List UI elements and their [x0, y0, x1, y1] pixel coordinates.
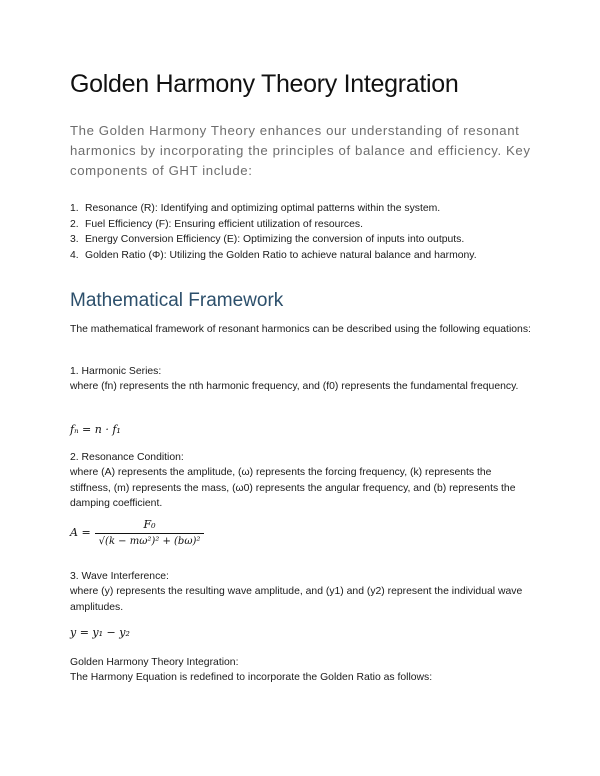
- list-item: 1. Resonance (R): Identifying and optimizing optimal patterns within the system.: [70, 203, 441, 214]
- section-heading: Mathematical Framework: [70, 290, 284, 311]
- interference-equation: y = y₁ − y₂: [70, 626, 130, 639]
- numerator: F₀: [143, 518, 156, 531]
- list-item: 2. Fuel Efficiency (F): Ensuring efficient utilization of resources.: [70, 218, 363, 230]
- list-item: 4. Golden Ratio (Φ): Utilizing the Golden Ratio to achieve natural balance and harmony.: [70, 249, 477, 261]
- list-item: 3. Energy Conversion Efficiency (E): Optimizing the conversion of inputs into outputs.: [70, 234, 465, 245]
- components-list: [70, 201, 477, 263]
- ght-description: The Harmony Equation is redefined to incorporate the Golden Ratio as follows:: [70, 672, 433, 683]
- resonance-description: where (A) represents the amplitude, (ω) represents the forcing frequency, (k) represents the stiffness, (m) represents the mass, (ω0) represents the angular frequency, and (b) represents the damping coefficient.: [70, 467, 516, 509]
- ght-heading: Golden Harmony Theory Integration:: [70, 657, 239, 668]
- framework-intro: The mathematical framework of resonant harmonics can be described using the following equations:: [70, 324, 531, 335]
- interference-heading: 3. Wave Interference:: [70, 571, 169, 582]
- intro-paragraph: The Golden Harmony Theory enhances our understanding of resonant harmonics by incorporating the principles of balance and efficiency. Key components of GHT include:: [70, 123, 531, 178]
- denominator: √(k − mω²)² + (bω)²: [95, 533, 205, 547]
- harmonic-equation: fₙ = n · f₁: [70, 423, 121, 436]
- resonance-equation: [70, 518, 204, 547]
- resonance-heading: 2. Resonance Condition:: [70, 452, 184, 463]
- equation-lhs: A =: [70, 526, 91, 539]
- harmonic-description: where (fn) represents the nth harmonic frequency, and (f0) represents the fundamental frequency.: [70, 381, 519, 392]
- page-title: Golden Harmony Theory Integration: [70, 70, 459, 98]
- interference-description: where (y) represents the resulting wave amplitude, and (y1) and (y2) represent the individual wave amplitudes.: [70, 586, 523, 613]
- harmonic-heading: 1. Harmonic Series:: [70, 366, 162, 377]
- fraction: [95, 518, 205, 547]
